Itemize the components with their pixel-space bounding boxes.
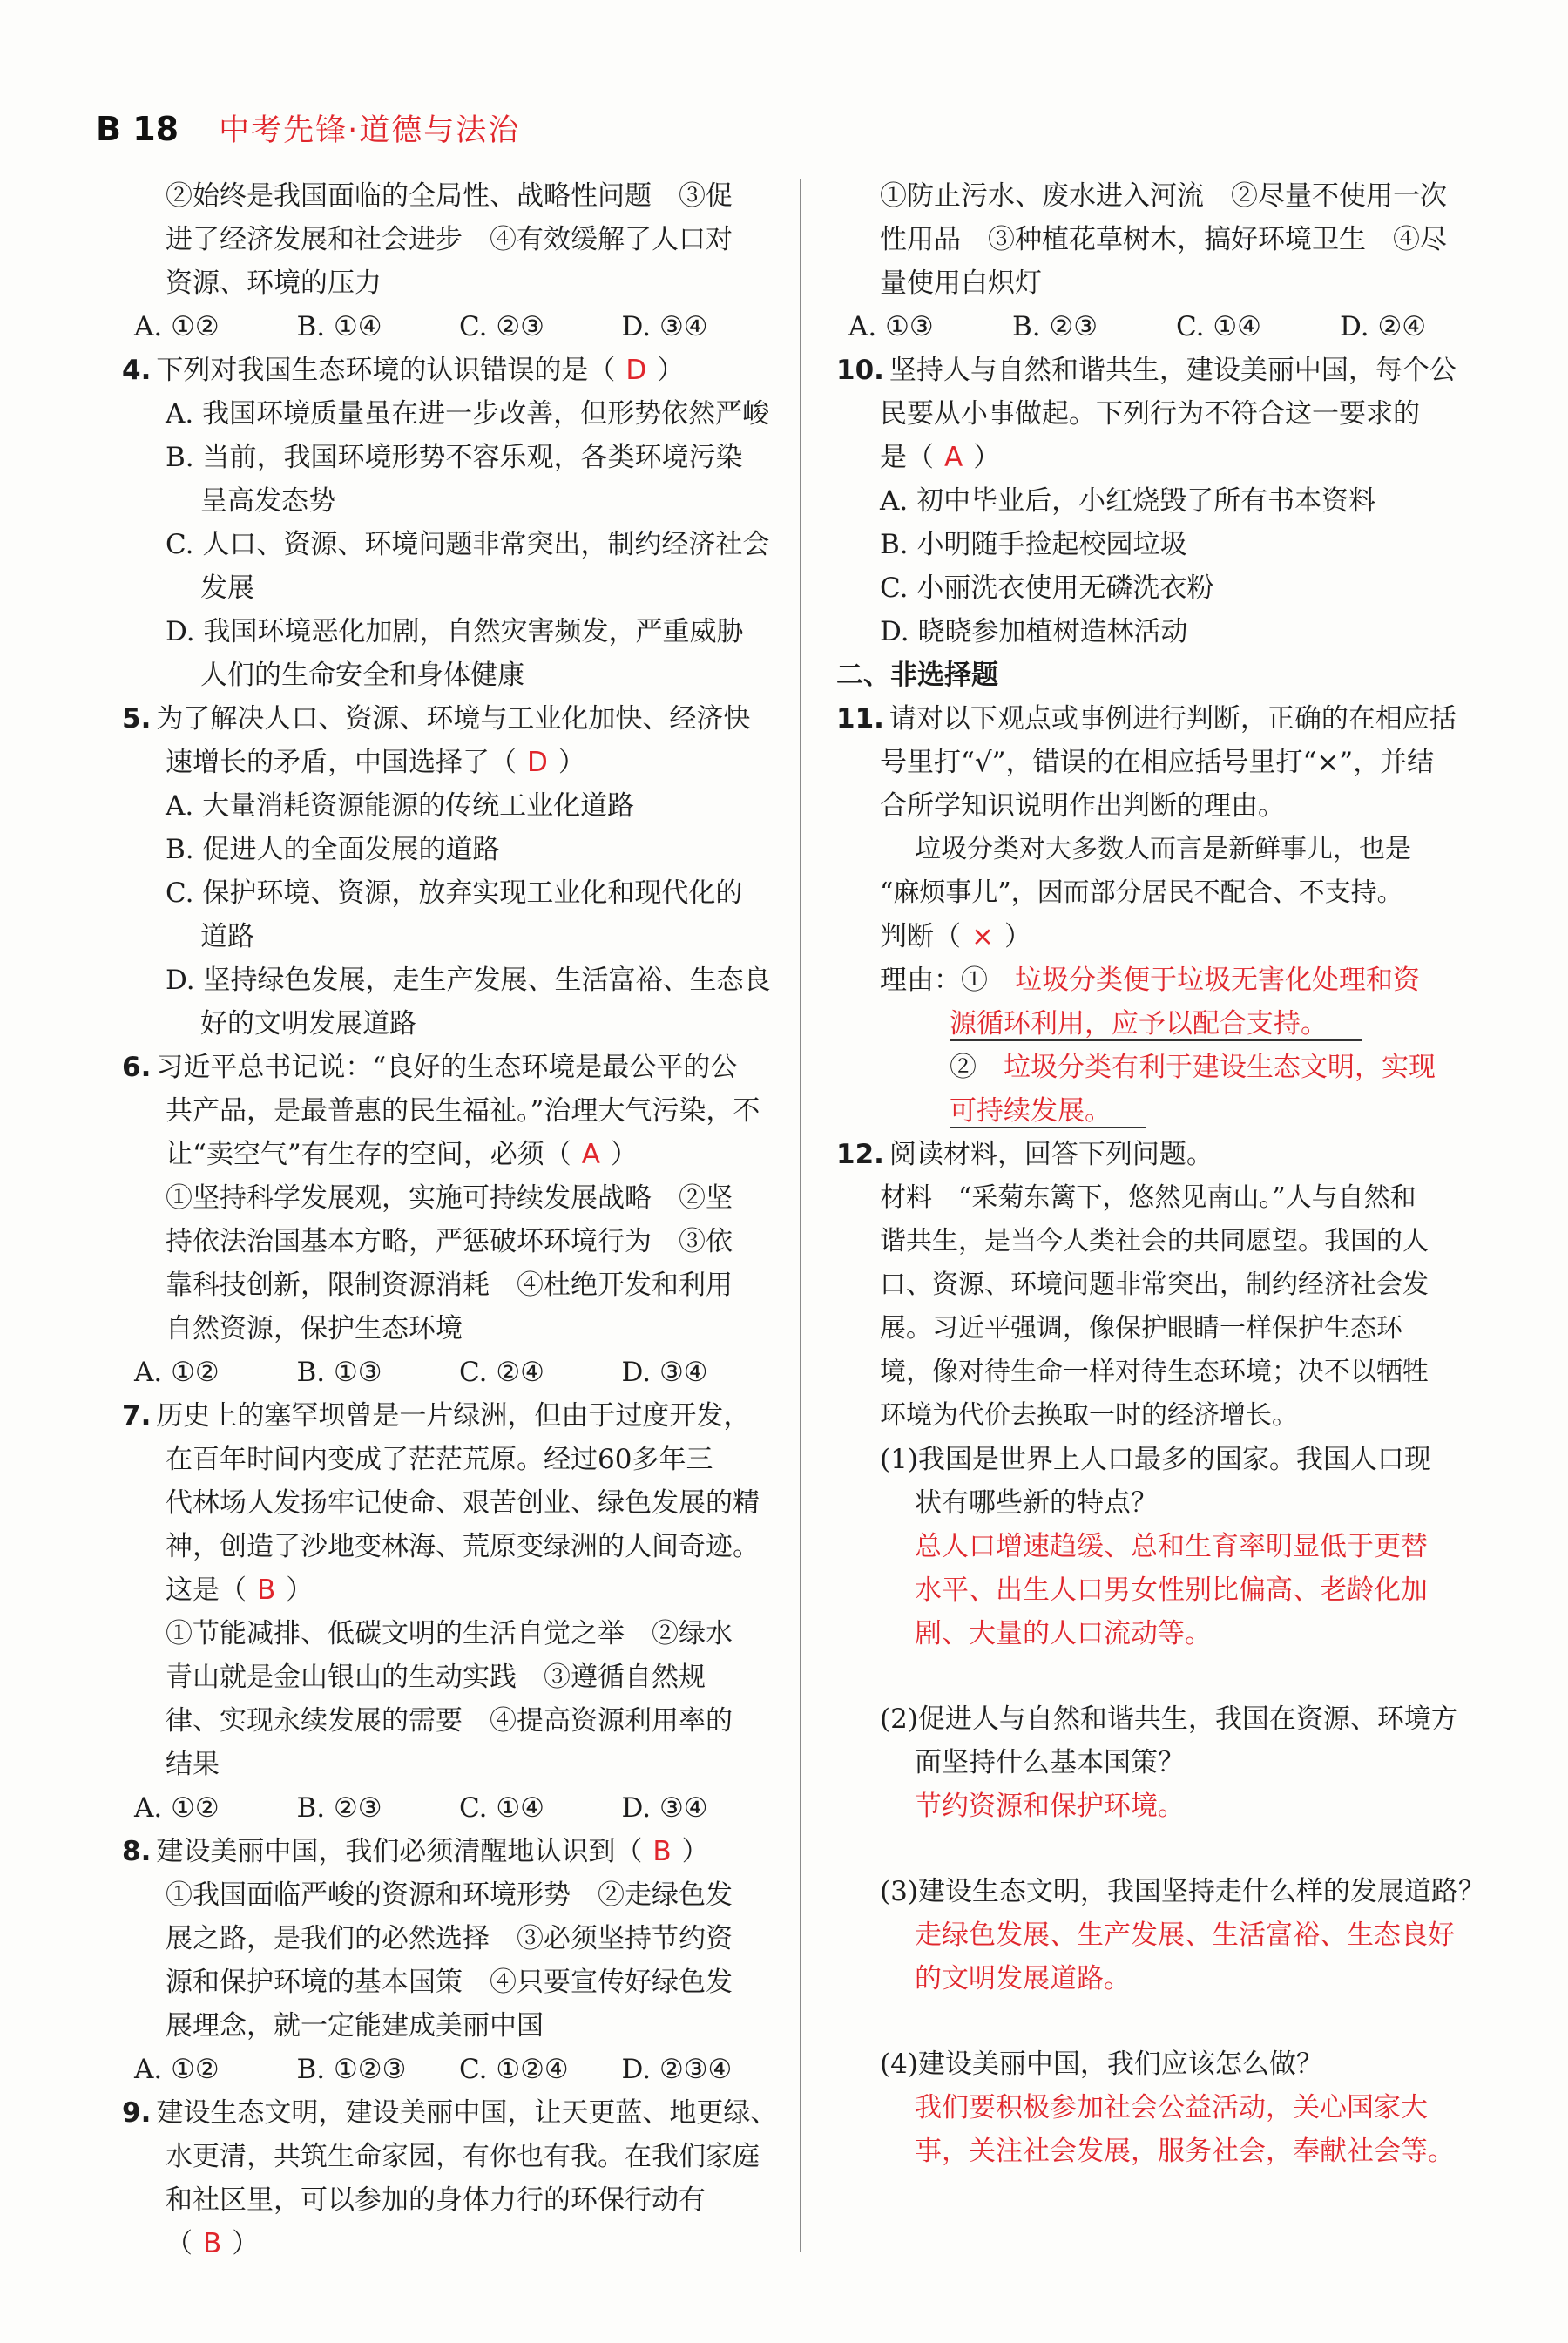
q12-answer2: 节约资源和保护环境。 bbox=[915, 1791, 1185, 1822]
answer: A bbox=[581, 1139, 600, 1170]
q3-line: ②始终是我国面临的全局性、战略性问题 ③促 bbox=[166, 180, 733, 212]
q5-stem: 5. 为了解决人口、资源、环境与工业化加快、经济快 bbox=[122, 703, 751, 735]
option: B. ①②③ bbox=[296, 2054, 407, 2085]
q5-option: C. 保护环境、资源，放弃实现工业化和现代化的 bbox=[166, 877, 743, 909]
q6-line: 持依法治国基本方略，严惩破坏环境行为 ③依 bbox=[166, 1226, 733, 1257]
q12-sub3: (3)建设生态文明，我国坚持走什么样的发展道路？ bbox=[880, 1876, 1485, 1907]
option: C. ①④ bbox=[459, 1792, 544, 1824]
q7-line: 结果 bbox=[166, 1749, 220, 1780]
answer: B bbox=[203, 2228, 222, 2259]
q11-reason: 理由：① 垃圾分类便于垃圾无害化处理和资 bbox=[880, 965, 1420, 996]
option: B. ②③ bbox=[1012, 311, 1098, 342]
option: D. ③④ bbox=[621, 1357, 708, 1388]
q12-stem: 12. 阅读材料，回答下列问题。 bbox=[836, 1139, 1213, 1170]
q12-sub1: 状有哪些新的特点？ bbox=[915, 1487, 1158, 1519]
q12-sub2: 面坚持什么基本国策？ bbox=[915, 1747, 1185, 1778]
q12-answer3: 走绿色发展、生产发展、生活富裕、生态良好 bbox=[915, 1920, 1455, 1951]
q10-stem: 民要从小事做起。下列行为不符合这一要求的 bbox=[880, 398, 1420, 430]
q4-option: 人们的生命安全和身体健康 bbox=[200, 660, 524, 691]
q11-stem: 号里打“√”，错误的在相应括号里打“×”，并结 bbox=[880, 747, 1435, 778]
q12-answer1: 剧、大量的人口流动等。 bbox=[915, 1618, 1212, 1649]
answer: 源循环利用，应予以配合支持。 bbox=[950, 1008, 1362, 1041]
q4-stem: 4. 下列对我国生态环境的认识错误的是（ D ） bbox=[122, 355, 685, 386]
q4-option: D. 我国环境恶化加剧，自然灾害频发，严重威胁 bbox=[166, 616, 744, 647]
q12-answer1: 总人口增速趋缓、总和生育率明显低于更替 bbox=[915, 1531, 1428, 1562]
answer: 可持续发展。 bbox=[950, 1095, 1146, 1128]
q9-stem: 和社区里，可以参加的身体力行的环保行动有 bbox=[166, 2184, 706, 2216]
answer: × bbox=[971, 921, 994, 952]
q10-option: D. 晓晓参加植树造林活动 bbox=[880, 616, 1188, 647]
option: C. ②③ bbox=[459, 311, 544, 342]
answer: D bbox=[625, 355, 647, 386]
question-number: 12. bbox=[836, 1139, 884, 1170]
q8-line: ①我国面临严峻的资源和环境形势 ②走绿色发 bbox=[166, 1879, 733, 1911]
option: C. ①④ bbox=[1176, 311, 1261, 342]
q10-stem: 是（ A ） bbox=[880, 442, 1001, 473]
question-number: 10. bbox=[836, 355, 884, 386]
question-number: 7. bbox=[122, 1400, 152, 1432]
left-column bbox=[122, 174, 784, 2265]
q11-stem: 11. 请对以下观点或事例进行判断，正确的在相应括 bbox=[836, 703, 1456, 735]
q9-line: 性用品 ③种植花草树木，搞好环境卫生 ④尽 bbox=[880, 224, 1447, 255]
q10-option: A. 初中毕业后，小红烧毁了所有书本资料 bbox=[880, 485, 1376, 517]
option: A. ①② bbox=[134, 1792, 220, 1824]
q9-stem: （ B ） bbox=[166, 2228, 260, 2259]
option: A. ①③ bbox=[848, 311, 934, 342]
q12-answer3: 的文明发展道路。 bbox=[915, 1963, 1131, 1994]
q5-option: 道路 bbox=[200, 921, 254, 952]
q6-options bbox=[122, 1351, 784, 1394]
q4-option: C. 人口、资源、环境问题非常突出，制约经济社会 bbox=[166, 529, 770, 560]
question-number: 11. bbox=[836, 703, 884, 735]
q7-stem: 神，创造了沙地变林海、荒原变绿洲的人间奇迹。 bbox=[166, 1531, 760, 1562]
q3-line: 进了经济发展和社会进步 ④有效缓解了人口对 bbox=[166, 224, 733, 255]
option: A. ①② bbox=[134, 2054, 220, 2085]
q6-line: 自然资源，保护生态环境 bbox=[166, 1313, 463, 1344]
option: C. ②④ bbox=[459, 1357, 544, 1388]
option: D. ②④ bbox=[1340, 311, 1427, 342]
q7-stem: 7. 历史上的塞罕坝曾是一片绿洲，但由于过度开发， bbox=[122, 1400, 751, 1432]
column-divider bbox=[800, 179, 801, 2252]
option: B. ①④ bbox=[296, 311, 382, 342]
q12-material: 环境为代价去换取一时的经济增长。 bbox=[880, 1400, 1298, 1431]
question-number: 4. bbox=[122, 355, 152, 386]
section-heading: 二、非选择题 bbox=[836, 660, 998, 691]
q4-option: 呈高发态势 bbox=[200, 485, 335, 517]
q9-line: 量使用白炽灯 bbox=[880, 267, 1042, 299]
q7-line: 青山就是金山银山的生动实践 ③遵循自然规 bbox=[166, 1662, 706, 1693]
answer: B bbox=[257, 1574, 276, 1606]
page-header bbox=[96, 106, 520, 159]
option: C. ①②④ bbox=[459, 2054, 569, 2085]
option: B. ②③ bbox=[296, 1792, 382, 1824]
q9-line: ①防止污水、废水进入河流 ②尽量不使用一次 bbox=[880, 180, 1447, 212]
option: D. ③④ bbox=[621, 1792, 708, 1824]
option: B. ①③ bbox=[296, 1357, 382, 1388]
question-number: 6. bbox=[122, 1052, 152, 1083]
q8-stem: 8. 建设美丽中国，我们必须清醒地认识到（ B ） bbox=[122, 1836, 709, 1867]
q12-material: 境，像对待生命一样对待生态环境；决不以牺牲 bbox=[880, 1357, 1429, 1387]
q7-stem: 在百年时间内变成了茫茫荒原。经过60多年三 bbox=[166, 1444, 713, 1475]
q11-stem: 合所学知识说明作出判断的理由。 bbox=[880, 790, 1285, 822]
book-title: 中考先锋·道德与法治 bbox=[219, 113, 521, 148]
q12-answer4: 我们要积极参加社会公益活动，关心国家大 bbox=[915, 2092, 1428, 2123]
q10-option: C. 小丽洗衣使用无磷洗衣粉 bbox=[880, 572, 1214, 604]
q12-sub2: (2)促进人与自然和谐共生，我国在资源、环境方 bbox=[880, 1703, 1458, 1735]
q6-stem: 6. 习近平总书记说：“良好的生态环境是最公平的公 bbox=[122, 1052, 738, 1083]
q12-sub4: (4)建设美丽中国，我们应该怎么做？ bbox=[880, 2048, 1323, 2080]
q12-material: 展。习近平强调，像保护眼睛一样保护生态环 bbox=[880, 1313, 1402, 1344]
answer: 垃圾分类便于垃圾无害化处理和资 bbox=[1015, 965, 1420, 996]
page-number: B 18 bbox=[96, 110, 179, 148]
q11-reason: ② 垃圾分类有利于建设生态文明，实现 bbox=[950, 1052, 1436, 1083]
q11-judgement: 判断（ × ） bbox=[880, 921, 1031, 952]
option: D. ②③④ bbox=[621, 2054, 733, 2085]
q10-option: B. 小明随手捡起校园垃圾 bbox=[880, 529, 1187, 560]
q6-line: 靠科技创新，限制资源消耗 ④杜绝开发和利用 bbox=[166, 1270, 733, 1301]
q4-option: B. 当前，我国环境形势不容乐观，各类环境污染 bbox=[166, 442, 743, 473]
q6-stem: 让“卖空气”有生存的空间，必须（ A ） bbox=[166, 1139, 638, 1170]
q9-stem: 9. 建设生态文明，建设美丽中国，让天更蓝、地更绿、 bbox=[122, 2097, 778, 2129]
q5-option: D. 坚持绿色发展，走生产发展、生活富裕、生态良 bbox=[166, 965, 771, 996]
q9-stem: 水更清，共筑生命家园，有你也有我。在我们家庭 bbox=[166, 2141, 760, 2172]
q8-line: 展理念，就一定能建成美丽中国 bbox=[166, 2010, 544, 2042]
q3-line: 资源、环境的压力 bbox=[166, 267, 382, 299]
q6-line: ①坚持科学发展观，实施可持续发展战略 ②坚 bbox=[166, 1182, 733, 1214]
q12-material: 谐共生，是当今人类社会的共同愿望。我国的人 bbox=[880, 1226, 1429, 1256]
q7-line: 律、实现永续发展的需要 ④提高资源利用率的 bbox=[166, 1705, 733, 1737]
q12-material: 材料 “采菊东篱下，悠然见南山。”人与自然和 bbox=[880, 1182, 1416, 1213]
q12-material: 口、资源、环境问题非常突出，制约经济社会发 bbox=[880, 1270, 1429, 1300]
q11-material: “麻烦事儿”，因而部分居民不配合、不支持。 bbox=[880, 877, 1403, 908]
q6-stem: 共产品，是最普惠的民生福祉。”治理大气污染，不 bbox=[166, 1095, 760, 1127]
q12-sub1: (1)我国是世界上人口最多的国家。我国人口现 bbox=[880, 1444, 1431, 1475]
q3-options bbox=[122, 305, 784, 349]
answer: 垃圾分类有利于建设生态文明，实现 bbox=[1004, 1052, 1436, 1083]
q7-line: ①节能减排、低碳文明的生活自觉之举 ②绿水 bbox=[166, 1618, 733, 1649]
q8-options bbox=[122, 2048, 784, 2091]
q5-stem: 速增长的矛盾，中国选择了（ D ） bbox=[166, 747, 585, 778]
q9-options bbox=[836, 305, 1507, 349]
right-column bbox=[836, 174, 1507, 2173]
option: D. ③④ bbox=[621, 311, 708, 342]
answer: A bbox=[944, 442, 963, 473]
answer: D bbox=[527, 747, 548, 778]
question-number: 9. bbox=[122, 2097, 152, 2129]
q11-reason bbox=[836, 1089, 1507, 1133]
q7-stem: 这是（ B ） bbox=[166, 1574, 314, 1606]
q4-option: 发展 bbox=[200, 572, 254, 604]
q5-option: A. 大量消耗资源能源的传统工业化道路 bbox=[166, 790, 635, 822]
q11-material: 垃圾分类对大多数人而言是新鲜事儿，也是 bbox=[915, 834, 1411, 864]
q12-answer4: 事，关注社会发展，服务社会，奉献社会等。 bbox=[915, 2136, 1455, 2167]
q10-stem: 10. 坚持人与自然和谐共生，建设美丽中国，每个公 bbox=[836, 355, 1456, 386]
q7-stem: 代林场人发扬牢记使命、艰苦创业、绿色发展的精 bbox=[166, 1487, 760, 1519]
q8-line: 展之路，是我们的必然选择 ③必须坚持节约资 bbox=[166, 1923, 733, 1954]
q11-reason bbox=[836, 1002, 1507, 1046]
question-number: 8. bbox=[122, 1836, 152, 1867]
q7-options bbox=[122, 1786, 784, 1830]
option: A. ①② bbox=[134, 1357, 220, 1388]
q5-option: B. 促进人的全面发展的道路 bbox=[166, 834, 500, 865]
q12-answer1: 水平、出生人口男女性别比偏高、老龄化加 bbox=[915, 1574, 1428, 1606]
option: A. ①② bbox=[134, 311, 220, 342]
answer: B bbox=[652, 1836, 672, 1867]
q5-option: 好的文明发展道路 bbox=[200, 1008, 416, 1039]
question-number: 5. bbox=[122, 703, 152, 735]
q8-line: 源和保护环境的基本国策 ④只要宣传好绿色发 bbox=[166, 1967, 733, 1998]
q4-option: A. 我国环境质量虽在进一步改善，但形势依然严峻 bbox=[166, 398, 770, 430]
